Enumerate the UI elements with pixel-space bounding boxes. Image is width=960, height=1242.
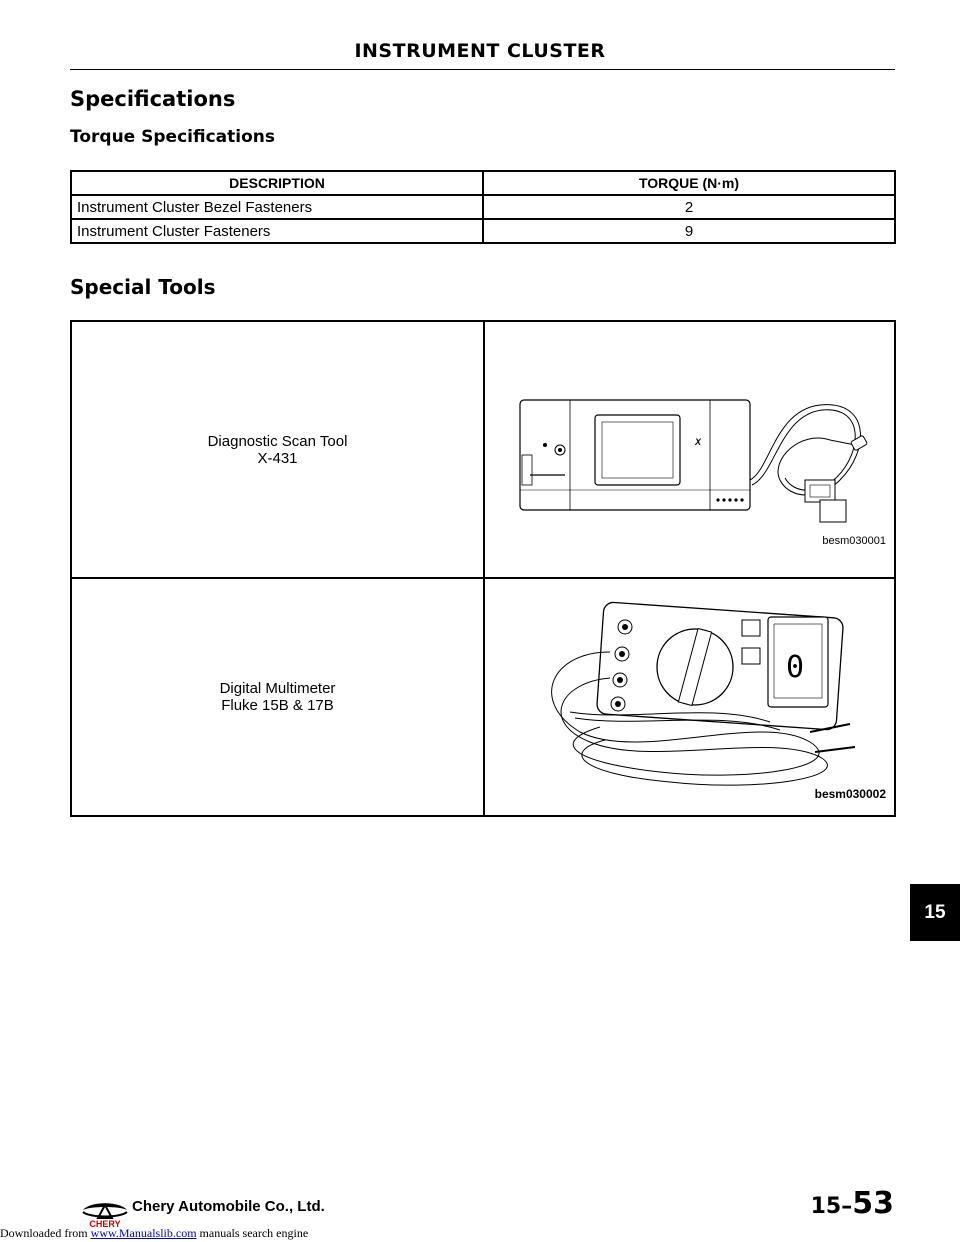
table-cell-torque: 2	[483, 195, 895, 219]
table-row	[71, 195, 895, 219]
heading-torque-specifications: Torque Specifications	[70, 127, 275, 147]
manualslib-link[interactable]: www.Manualslib.com	[90, 1226, 197, 1240]
section-number: 15–	[810, 1194, 853, 1219]
download-prefix: Downloaded from	[0, 1226, 88, 1240]
torque-table	[70, 170, 896, 244]
download-notice	[0, 1226, 308, 1241]
svg-text:CHERY: CHERY	[89, 1219, 121, 1228]
tool-image-cell	[484, 321, 895, 578]
page-number	[811, 1186, 894, 1221]
image-code: besm030001	[822, 535, 886, 547]
tool-name-cell	[71, 578, 484, 816]
svg-text:0: 0	[785, 650, 804, 685]
tool-name: Digital Multimeter	[219, 680, 336, 697]
table-row	[71, 578, 895, 816]
special-tools-table	[70, 320, 896, 817]
heading-special-tools: Special Tools	[70, 275, 216, 299]
column-header-torque: TORQUE (N·m)	[483, 171, 895, 195]
page-number-value: 53	[852, 1186, 894, 1221]
scan-tool-illustration-icon	[500, 350, 880, 550]
section-tab: 15	[910, 884, 960, 941]
download-suffix: manuals search engine	[199, 1226, 309, 1240]
tool-model: Fluke 15B & 17B	[221, 697, 334, 714]
table-row	[71, 219, 895, 243]
table-cell-description: Instrument Cluster Bezel Fasteners	[71, 195, 483, 219]
tool-image-cell	[484, 578, 895, 816]
footer-company-name: Chery Automobile Co., Ltd.	[132, 1198, 325, 1215]
heading-specifications: Specifications	[70, 87, 236, 111]
svg-text:X: X	[694, 436, 701, 447]
page-header-title: INSTRUMENT CLUSTER	[354, 40, 606, 62]
table-header-row	[71, 171, 895, 195]
tool-name-cell	[71, 321, 484, 578]
table-cell-description: Instrument Cluster Fasteners	[71, 219, 483, 243]
header-divider	[70, 69, 895, 70]
multimeter-illustration-icon	[510, 592, 870, 802]
column-header-description: DESCRIPTION	[71, 171, 483, 195]
table-row	[71, 321, 895, 578]
tool-model: X-431	[257, 449, 298, 467]
tool-name: Diagnostic Scan Tool	[207, 432, 348, 450]
table-cell-torque: 9	[483, 219, 895, 243]
image-code: besm030002	[814, 787, 886, 801]
